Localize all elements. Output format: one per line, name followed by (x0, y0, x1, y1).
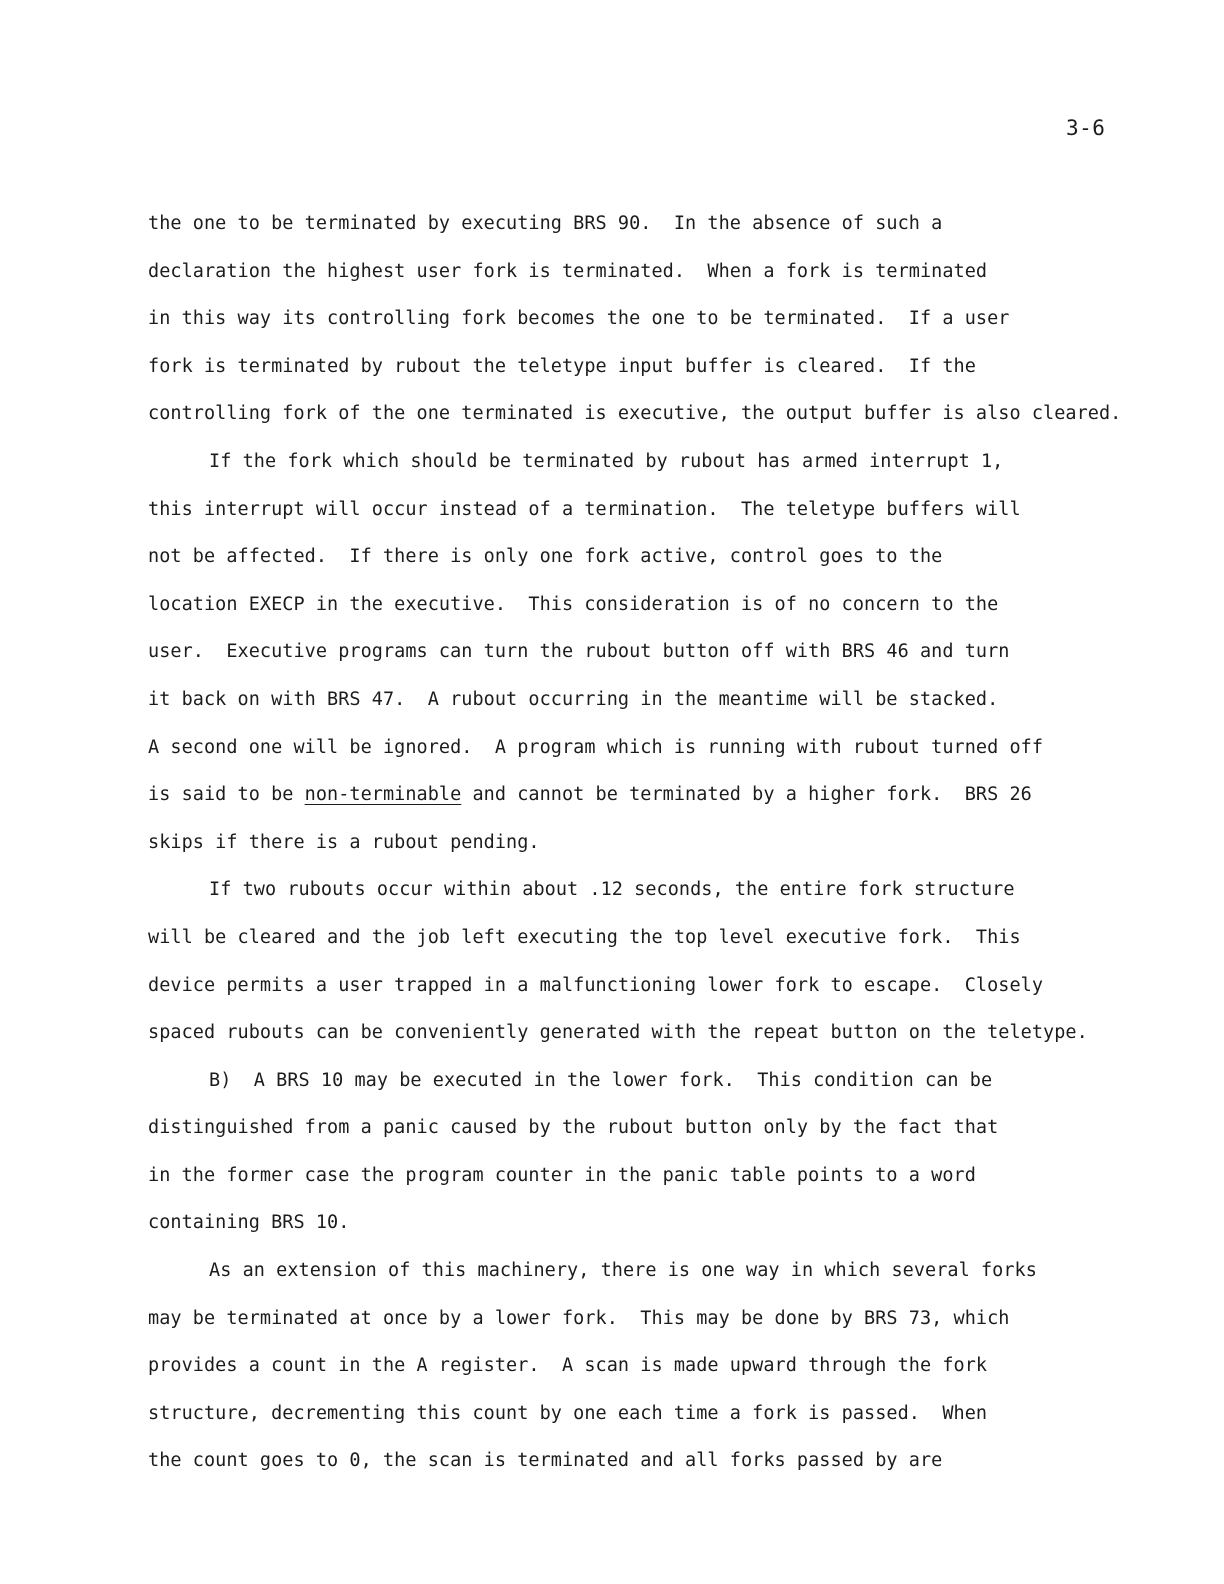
text-line: in this way its controlling fork becomes the one to be terminated. If a user (148, 308, 1010, 330)
text-line: this interrupt will occur instead of a termination. The teletype buffers will (148, 498, 1021, 520)
text-line: the one to be terminated by executing BRS 90. In the absence of such a (148, 213, 943, 234)
text-line: distinguished from a panic caused by the rubout button only by the fact that (148, 1117, 999, 1139)
text-line: fork is terminated by rubout the teletype input buffer is cleared. If the (148, 355, 976, 377)
text-line (148, 771, 1208, 819)
text-line: If two rubouts occur within about .12 seconds, the entire fork structure (209, 879, 1015, 901)
text-line: will be cleared and the job left executing the top level executive fork. This (148, 926, 1021, 948)
text-line: A second one will be ignored. A program which is running with rubout turned off (148, 736, 1044, 758)
text-line: it back on with BRS 47. A rubout occurring in the meantime will be stacked. (148, 688, 999, 710)
text-line: controlling fork of the one terminated is executive, the output buffer is also cleared. (148, 403, 1122, 425)
text-line: provides a count in the A register. A scan is made upward through the fork (148, 1355, 988, 1377)
underlined-term: non-terminable (304, 784, 462, 806)
text-line: containing BRS 10. (148, 1212, 350, 1234)
text-line: user. Executive programs can turn the rubout button off with BRS 46 and turn (148, 641, 1010, 663)
text-line: B) A BRS 10 may be executed in the lower fork. This condition can be (209, 1069, 993, 1091)
text-line: structure, decrementing this count by one each time a fork is passed. When (148, 1402, 988, 1424)
text-line: device permits a user trapped in a malfunctioning lower fork to escape. Closely (148, 974, 1044, 996)
text-line: location EXECP in the executive. This consideration is of no concern to the (148, 593, 999, 615)
text-line: declaration the highest user fork is terminated. When a fork is terminated (148, 260, 988, 282)
document-body (148, 200, 1208, 1485)
text-line: spaced rubouts can be conveniently generated with the repeat button on the teletype. (148, 1022, 1088, 1044)
text-line: skips if there is a rubout pending. (148, 831, 540, 853)
page-number: 3-6 (1066, 116, 1106, 140)
text-segment: is said to be (148, 784, 305, 806)
text-segment: and cannot be terminated by a higher fork. BRS 26 (461, 784, 1032, 806)
text-line: not be affected. If there is only one fork active, control goes to the (148, 546, 943, 568)
text-line: If the fork which should be terminated by rubout has armed interrupt 1, (209, 450, 1004, 472)
text-line: the count goes to 0, the scan is terminated and all forks passed by are (148, 1450, 943, 1472)
text-line: may be terminated at once by a lower fork. This may be done by BRS 73, which (148, 1307, 1010, 1329)
text-line: in the former case the program counter in the panic table points to a word (148, 1164, 976, 1186)
text-line: As an extension of this machinery, there is one way in which several forks (209, 1260, 1037, 1282)
